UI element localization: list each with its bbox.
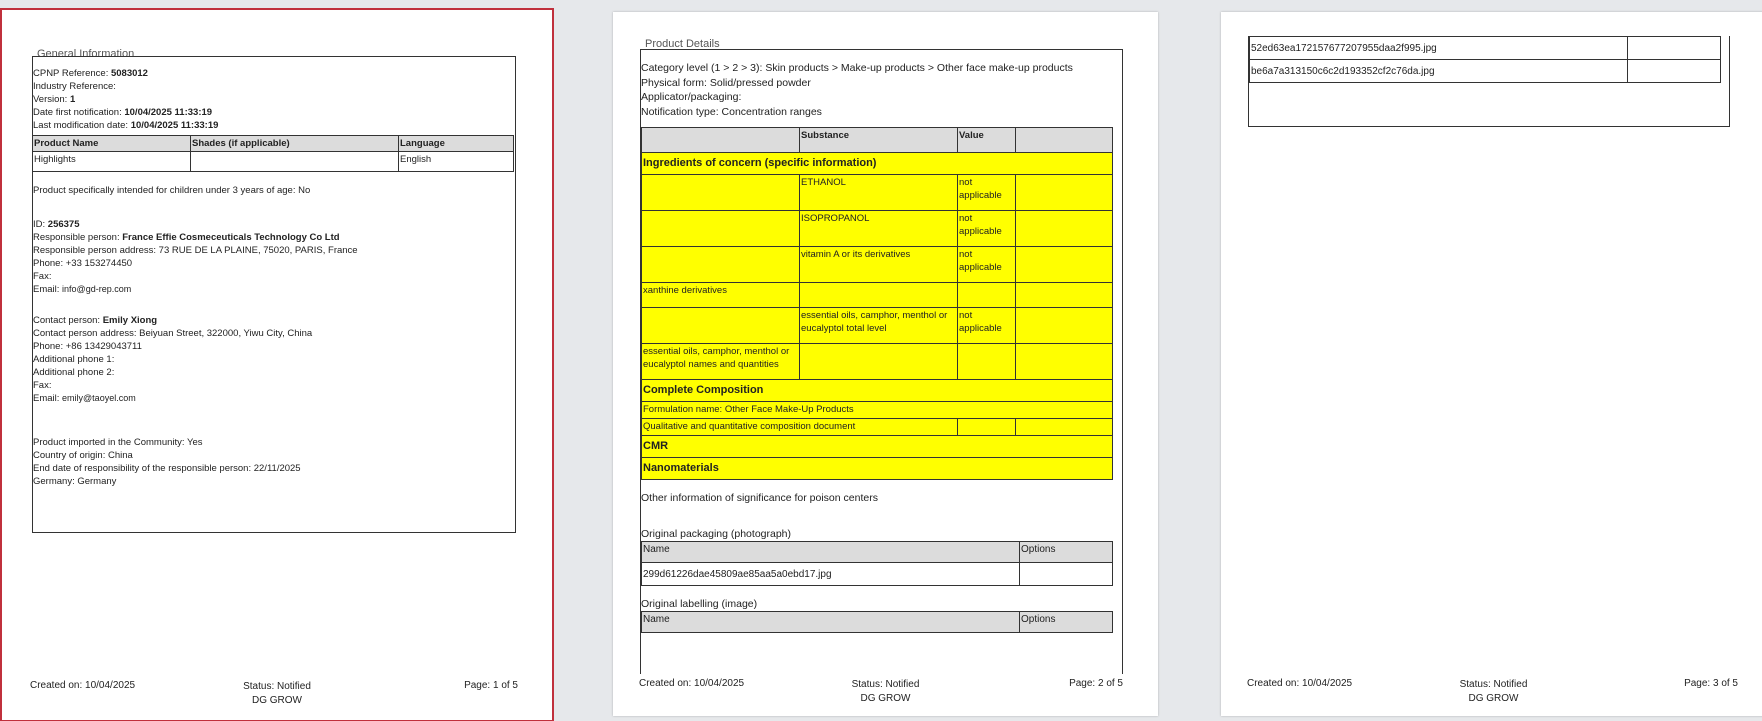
section-title-product-details: Product Details: [645, 38, 720, 50]
qualitative-doc[interactable]: Qualitative and quantitative composition document: [642, 419, 958, 436]
col-blank: [642, 128, 800, 153]
footer-created: Created on: 10/04/2025: [1247, 678, 1353, 689]
ingredients-header: [642, 128, 1113, 153]
table-row: essential oils, camphor, menthol or eucalyptol total level not applicable: [642, 308, 1113, 344]
original-packaging-label: Original packaging (photograph): [641, 528, 792, 540]
country-origin: Country of origin: China: [33, 450, 133, 461]
last-modification-date: Last modification date: 10/04/2025 11:33:19: [33, 120, 219, 131]
footer-created: Created on: 10/04/2025: [639, 678, 745, 689]
footer-created: Created on: 10/04/2025: [30, 680, 136, 691]
footer-page-number: Page: 3 of 5: [1684, 678, 1738, 689]
product-table: [32, 135, 514, 172]
product-table-header: [33, 136, 514, 152]
table-row: [642, 563, 1113, 586]
email-1: Email: info@gd-rep.com: [33, 284, 132, 295]
date-first-notification: Date first notification: 10/04/2025 11:33:19: [33, 107, 213, 118]
phone-1: Phone: +33 153274450: [33, 258, 133, 269]
additional-phone-2: Additional phone 2:: [33, 367, 115, 378]
complete-composition-row: [642, 380, 1113, 402]
general-info-box: [32, 56, 516, 533]
complete-composition: Complete Composition: [642, 380, 1113, 402]
col-options: Options: [1020, 612, 1113, 633]
physical-form: Physical form: Solid/pressed powder: [641, 76, 811, 89]
labelling-files-table-cont: [1249, 36, 1721, 83]
contact-person: Contact person: Emily Xiong: [33, 315, 158, 326]
cpnp-reference: CPNP Reference: 5083012: [33, 68, 148, 79]
labelling-file-link[interactable]: be6a7a313150c6c2d193352cf2c76da.jpg: [1250, 60, 1628, 83]
responsible-person: Responsible person: France Effie Cosmeceuticals Technology Co Ltd: [33, 232, 340, 243]
footer-page-number: Page: 2 of 5: [1069, 678, 1123, 689]
section-title-general: General Information: [37, 48, 135, 60]
packaging-file-link[interactable]: 299d61226dae45809ae85aa5a0ebd17.jpg: [642, 563, 1020, 586]
footer-status: Status: Notified DG GROW: [851, 679, 920, 704]
table-row: [642, 344, 1113, 380]
imported-line: Product imported in the Community: Yes: [33, 437, 203, 448]
notification-type: Notification type: Concentration ranges: [641, 105, 822, 118]
col-options: Options: [1020, 542, 1113, 563]
nanomaterials-label: Nanomaterials: [642, 458, 1113, 480]
cell-product-name: Highlights: [33, 152, 191, 172]
ingredients-title: Ingredients of concern (specific information): [642, 153, 1113, 175]
page-2[interactable]: [613, 12, 1158, 716]
col-shades: Shades (if applicable): [191, 136, 399, 152]
page-3[interactable]: [1221, 12, 1762, 716]
table-row: ISOPROPANOL not applicable: [642, 211, 1113, 247]
original-labelling-label: Original labelling (image): [641, 598, 758, 610]
table-row: [1250, 37, 1721, 60]
cell-language: English: [399, 152, 514, 172]
labelling-files-table: [641, 611, 1113, 633]
footer-status: Status: Notified DG GROW: [243, 681, 311, 706]
substance-ethanol: ETHANOL: [800, 175, 958, 211]
substance-essential-oils: essential oils, camphor, menthol or eucalyptol total level: [800, 308, 958, 344]
end-date-line: End date of responsibility of the responsible person: 22/11/2025: [33, 463, 301, 474]
col-value: Value: [958, 128, 1016, 153]
responsible-address: Responsible person address: 73 RUE DE LA PLAINE, 75020, PARIS, France: [33, 245, 358, 256]
cell-shades: [191, 152, 399, 172]
ingredients-title-row: [642, 153, 1113, 175]
table-row: [33, 152, 514, 172]
other-info: Other information of significance for poison centers: [641, 492, 878, 504]
essential-oils-names: essential oils, camphor, menthol or eucalyptol names and quantities: [642, 344, 800, 380]
page-footer: [1221, 678, 1762, 706]
page-footer: [613, 678, 1158, 706]
additional-phone-1: Additional phone 1:: [33, 354, 115, 365]
substance-vitamin-a: vitamin A or its derivatives: [800, 247, 958, 283]
formulation-name: Formulation name: Other Face Make-Up Products: [642, 402, 1113, 419]
table-row: [1250, 60, 1721, 83]
category-line: Category level (1 > 2 > 3): Skin products > Make-up products > Other face make-up products: [641, 62, 1073, 74]
phone-2: Phone: +86 13429043711: [33, 341, 142, 352]
product-details-box: [640, 49, 1123, 674]
children-line: Product specifically intended for children under 3 years of age: No: [33, 185, 311, 196]
page-1[interactable]: [2, 10, 552, 720]
page-footer: [2, 680, 552, 708]
table-row: vitamin A or its derivatives not applicable: [642, 247, 1113, 283]
packaging-files-table: [641, 541, 1113, 586]
applicator-line: Applicator/packaging:: [641, 91, 742, 103]
col-extra: [1016, 128, 1113, 153]
version: Version: 1: [33, 94, 76, 105]
col-product-name: Product Name: [33, 136, 191, 152]
contact-address: Contact person address: Beiyuan Street, 322000, Yiwu City, China: [33, 328, 313, 339]
cmr-label: CMR: [642, 436, 1113, 458]
table-row: [642, 402, 1113, 419]
col-language: Language: [399, 136, 514, 152]
footer-status: Status: Notified DG GROW: [1459, 679, 1528, 704]
germany-line: Germany: Germany: [33, 476, 117, 487]
footer-page-number: Page: 1 of 5: [464, 680, 518, 691]
fax-2: Fax:: [33, 380, 52, 391]
labelling-files-box: [1248, 36, 1730, 127]
col-name: Name: [642, 542, 1020, 563]
table-row: ETHANOL not applicable: [642, 175, 1113, 211]
nanomaterials-row: [642, 458, 1113, 480]
col-substance: Substance: [800, 128, 958, 153]
col-name: Name: [642, 612, 1020, 633]
industry-reference: Industry Reference:: [33, 81, 116, 92]
fax-1: Fax:: [33, 271, 52, 282]
table-row: [642, 419, 1113, 436]
xanthine-derivatives: xanthine derivatives: [642, 283, 800, 308]
substance-isopropanol: ISOPROPANOL: [800, 211, 958, 247]
email-2: Email: emily@taoyel.com: [33, 393, 136, 404]
table-row: [642, 283, 1113, 308]
id-line: ID: 256375: [33, 219, 80, 230]
ingredients-table: [641, 127, 1113, 480]
labelling-file-link[interactable]: 52ed63ea172157677207955daa2f995.jpg: [1250, 37, 1628, 60]
cmr-row: [642, 436, 1113, 458]
